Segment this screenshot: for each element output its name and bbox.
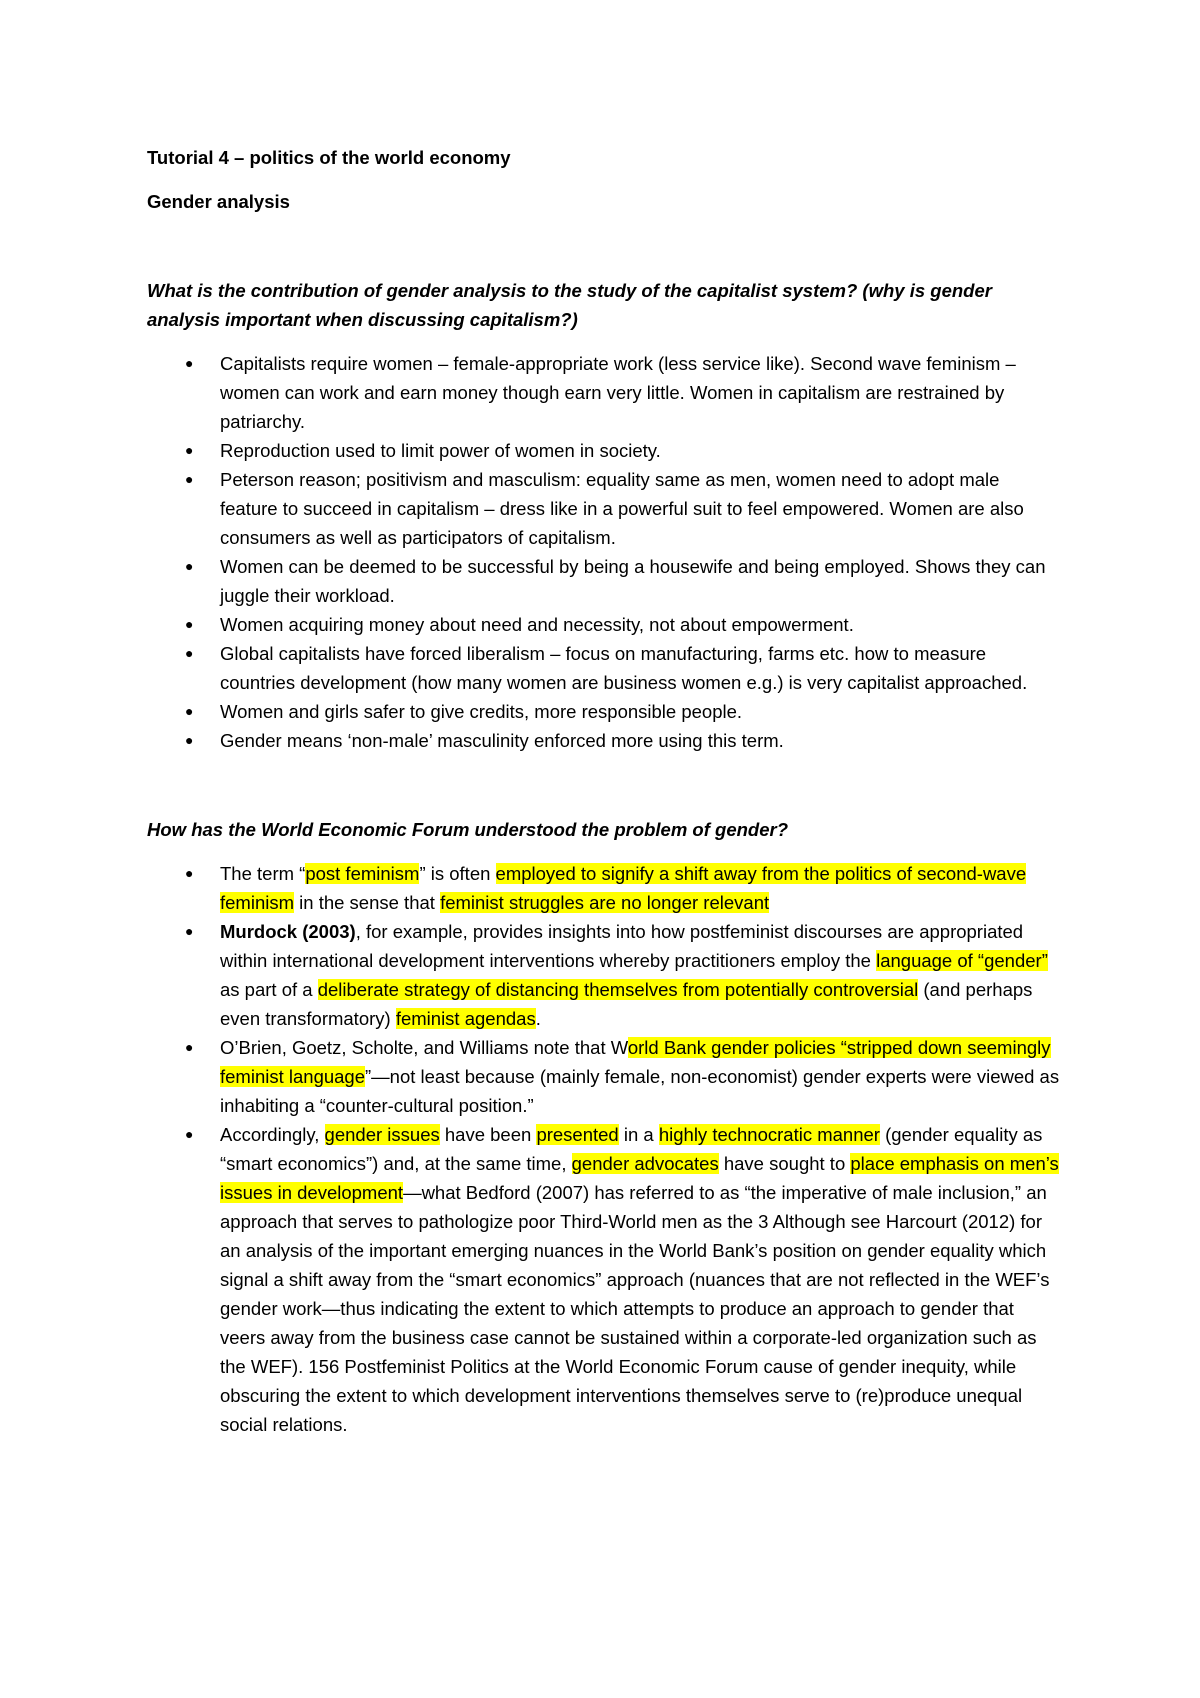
text-segment: (and perhaps even transformatory) (220, 979, 1033, 1029)
highlighted-text: feminist struggles are no longer relevant (440, 892, 770, 913)
bullet-list-1 (147, 349, 1060, 755)
bullet-icon: ● (185, 923, 194, 939)
list-item (147, 1120, 1060, 1439)
list-item (147, 610, 1060, 639)
list-item-text: Peterson reason; positivism and masculism: equality same as men, women need to adopt male feature to succeed in capitalism – dress like in a powerful suit to feel empowered. Women are also consumers as well as participators of capitalism. (220, 469, 1024, 548)
list-item (147, 349, 1060, 436)
list-item-text: Gender means ‘non-male’ masculinity enforced more using this term. (220, 730, 784, 751)
list-item (147, 726, 1060, 755)
text-segment: ”—not least because (mainly female, non-economist) gender experts were viewed as inhabiting a “counter-cultural position.” (220, 1066, 1060, 1116)
text-segment: , for example, provides insights into how postfeminist discourses are appropriated within international development interventions whereby practitioners employ the (220, 921, 1024, 971)
highlighted-text: employed to signify a shift away from the politics of second-wave feminism (220, 863, 1027, 913)
text-segment: The term “ (220, 863, 306, 884)
bullet-icon: ● (185, 442, 194, 458)
bullet-icon: ● (185, 355, 194, 371)
text-segment: have sought to (718, 1153, 851, 1174)
bullet-list-2 (147, 859, 1060, 1439)
list-item-text: Women acquiring money about need and necessity, not about empowerment. (220, 614, 854, 635)
bullet-icon: ● (185, 1126, 194, 1142)
text-segment: O’Brien, Goetz, Scholte, and Williams note that W (220, 1037, 628, 1058)
bullet-icon: ● (185, 558, 194, 574)
text-segment: ” is often (419, 863, 496, 884)
list-item (147, 436, 1060, 465)
list-item (147, 465, 1060, 552)
highlighted-text: presented (536, 1124, 619, 1145)
text-segment: in a (618, 1124, 659, 1145)
highlighted-text: deliberate strategy of distancing themselves from potentially controversial (317, 979, 919, 1000)
text-segment: as part of a (220, 979, 318, 1000)
highlighted-text: feminist agendas (395, 1008, 536, 1029)
highlighted-text: gender advocates (571, 1153, 719, 1174)
list-item (147, 859, 1060, 917)
list-item-text (220, 863, 1026, 913)
text-segment: . (535, 1008, 541, 1029)
bold-text: Murdock (2003) (220, 921, 356, 942)
highlighted-text: gender issues (324, 1124, 440, 1145)
text-segment: in the sense that (294, 892, 441, 913)
list-item-text: Women and girls safer to give credits, more responsible people. (220, 701, 743, 722)
highlighted-text: post feminism (305, 863, 420, 884)
list-item-text (220, 921, 1048, 1029)
bullet-icon: ● (185, 471, 194, 487)
bullet-icon: ● (185, 703, 194, 719)
text-segment: Accordingly, (220, 1124, 325, 1145)
bullet-icon: ● (185, 1039, 194, 1055)
list-item (147, 552, 1060, 610)
text-segment: —what Bedford (2007) has referred to as “the imperative of male inclusion,” an approach that serves to pathologize poor Third-World men as the 3 Although see Harcourt (2012) for an analysis of the important emerging nuances in the World Bank’s position on gender equality which signal a shift away from the “smart economics” approach (nuances that are not reflected in the WEF’s gender work—thus indicating the extent to which attempts to produce an approach to gender that veers away from the business case cannot be sustained within a corporate-led organization such as the WEF). 156 Postfeminist Politics at the World Economic Forum cause of gender inequity, while obscuring the extent to which development interventions themselves serve to (re)produce unequal social relations. (220, 1182, 1050, 1435)
highlighted-text: orld Bank gender policies “stripped down seemingly feminist language (220, 1037, 1051, 1087)
question-2: How has the World Economic Forum understood the problem of gender? (147, 819, 789, 840)
list-item-text (220, 1037, 1059, 1116)
list-item-text: Global capitalists have forced liberalism – focus on manufacturing, farms etc. how to measure countries development (how many women are business women e.g.) is very capitalist approached. (220, 643, 1028, 693)
highlighted-text: highly technocratic manner (658, 1124, 880, 1145)
question-1: What is the contribution of gender analysis to the study of the capitalist system? (why is gender analysis important when discussing capitalism?) (147, 280, 992, 330)
list-item (147, 1033, 1060, 1120)
list-item (147, 639, 1060, 697)
list-item-text (220, 1124, 1059, 1435)
text-segment: (gender equality as “smart economics”) and, at the same time, (220, 1124, 1043, 1174)
bullet-icon: ● (185, 645, 194, 661)
document-title: Tutorial 4 – politics of the world economy (147, 147, 511, 168)
bullet-icon: ● (185, 732, 194, 748)
highlighted-text: place emphasis on men’s issues in development (220, 1153, 1059, 1203)
list-item (147, 917, 1060, 1033)
bullet-icon: ● (185, 616, 194, 632)
list-item-text: Capitalists require women – female-appropriate work (less service like). Second wave feminism – women can work and earn money though earn very little. Women in capitalism are restrained by patriarchy. (220, 353, 1016, 432)
text-segment: have been (439, 1124, 537, 1145)
list-item-text: Women can be deemed to be successful by being a housewife and being employed. Shows they can juggle their workload. (220, 556, 1046, 606)
bullet-icon: ● (185, 865, 194, 881)
document-subtitle: Gender analysis (147, 191, 290, 212)
list-item-text: Reproduction used to limit power of women in society. (220, 440, 661, 461)
list-item (147, 697, 1060, 726)
highlighted-text: language of “gender” (876, 950, 1048, 971)
